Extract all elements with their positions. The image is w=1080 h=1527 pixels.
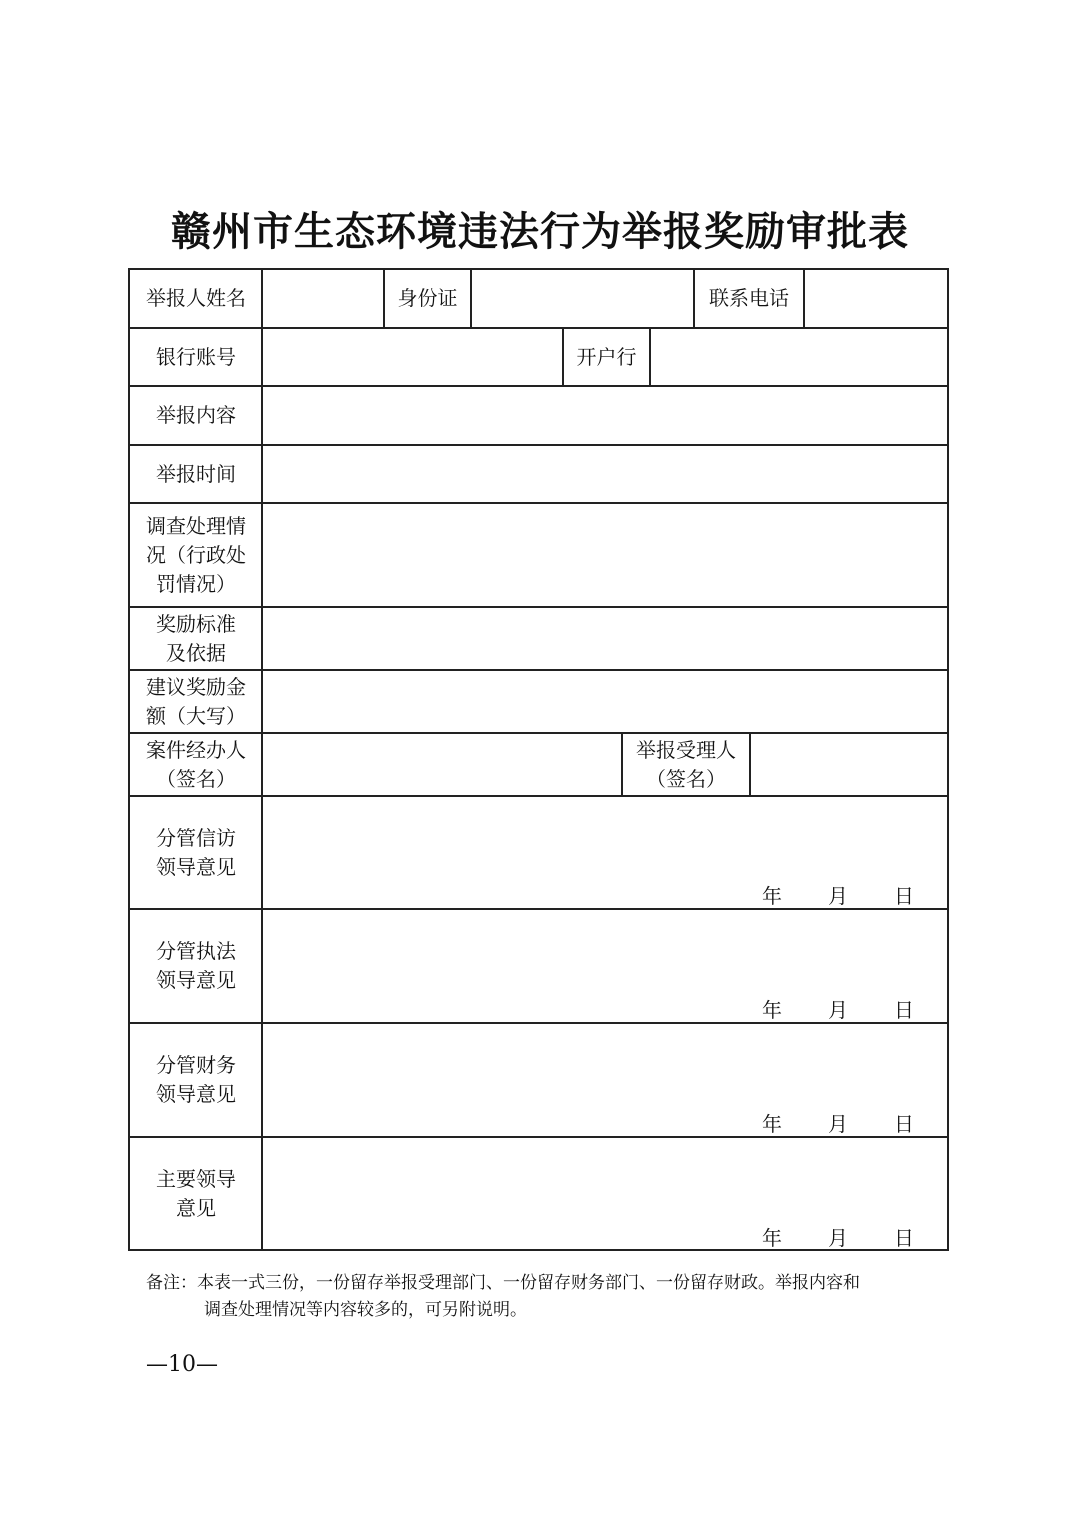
finance-leader-label (130, 1024, 262, 1136)
case-handler-label-line: 案件经办人 (146, 737, 246, 762)
main-leader-label-line: 意见 (176, 1195, 216, 1220)
reward-standard-label (130, 608, 262, 669)
day-label: 日 (894, 1226, 914, 1250)
reporter-name-field[interactable] (263, 270, 383, 327)
id-card-field[interactable] (472, 270, 693, 327)
year-label: 年 (762, 1112, 782, 1136)
bank-label: 开户行 (576, 344, 637, 369)
investigation-label (130, 504, 262, 606)
enforcement-leader-label (130, 910, 262, 1022)
enforcement-leader-label-line: 分管执法 (156, 939, 236, 963)
year-label: 年 (762, 884, 782, 908)
investigation-label-line: 罚情况） (156, 571, 236, 596)
page-number: —10— (146, 1352, 218, 1377)
form-title: 赣州市生态环境违法行为举报奖励审批表 (171, 209, 909, 255)
year-label: 年 (762, 998, 782, 1022)
phone-field[interactable] (805, 270, 947, 327)
report-content-label: 举报内容 (156, 403, 236, 427)
bank-account-field[interactable] (263, 329, 562, 385)
remark-note (146, 1270, 946, 1324)
reward-standard-label-line: 及依据 (166, 640, 226, 665)
investigation-label-line: 况（行政处 (146, 542, 246, 567)
day-label: 日 (894, 1112, 914, 1136)
case-handler-label-line: （签名） (156, 766, 236, 791)
reward-amount-label-line: 建议奖励金 (146, 674, 246, 699)
report-time-field[interactable] (263, 446, 947, 502)
investigation-field[interactable] (263, 504, 947, 606)
year-label: 年 (762, 1226, 782, 1250)
report-time-label: 举报时间 (156, 461, 236, 486)
case-handler-label (130, 734, 262, 795)
receiver-label-line: （签名） (646, 766, 726, 791)
main-leader-label-line: 主要领导 (156, 1166, 236, 1191)
reward-amount-field[interactable] (263, 671, 947, 732)
report-content-field[interactable] (263, 387, 947, 444)
receiver-label-line: 举报受理人 (636, 737, 736, 762)
reward-amount-label-line: 额（大写） (146, 703, 246, 728)
case-handler-signature-field[interactable] (263, 734, 621, 795)
enforcement-leader-label-line: 领导意见 (156, 968, 236, 992)
petition-leader-label-line: 分管信访 (156, 825, 236, 850)
main-leader-label (130, 1138, 262, 1249)
bank-account-label: 银行账号 (156, 344, 236, 369)
id-card-label: 身份证 (397, 286, 458, 310)
remark-line: 调查处理情况等内容较多的，可另附说明。 (204, 1300, 527, 1320)
receiver-signature-field[interactable] (751, 734, 947, 795)
month-label: 月 (828, 1226, 848, 1250)
reward-amount-label (130, 671, 262, 732)
reward-standard-field[interactable] (263, 608, 947, 669)
month-label: 月 (828, 1112, 848, 1136)
bank-field[interactable] (651, 329, 947, 385)
reporter-name-label: 举报人姓名 (146, 286, 246, 310)
petition-leader-label (130, 797, 262, 908)
remark-line: 备注：本表一式三份，一份留存举报受理部门、一份留存财务部门、一份留存财政。举报内容和 (146, 1273, 860, 1293)
month-label: 月 (828, 884, 848, 908)
reward-standard-label-line: 奖励标准 (156, 611, 236, 636)
phone-label: 联系电话 (709, 286, 789, 310)
finance-leader-label-line: 领导意见 (156, 1082, 236, 1106)
petition-leader-label-line: 领导意见 (156, 854, 236, 879)
month-label: 月 (828, 998, 848, 1022)
day-label: 日 (894, 884, 914, 908)
investigation-label-line: 调查处理情 (146, 513, 246, 538)
receiver-label (623, 734, 749, 795)
finance-leader-label-line: 分管财务 (156, 1053, 236, 1077)
day-label: 日 (894, 998, 914, 1022)
